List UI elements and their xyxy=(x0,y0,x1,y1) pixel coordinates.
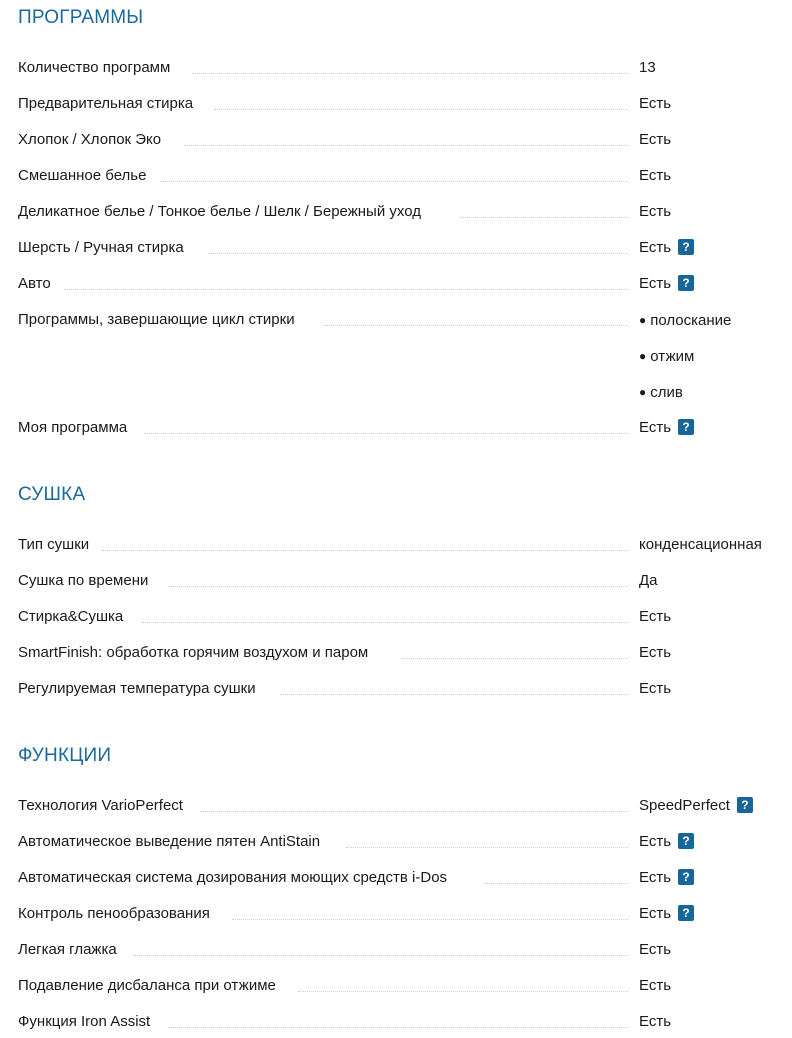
spec-row xyxy=(18,938,792,962)
spec-value: Есть xyxy=(639,644,672,661)
spec-label: Автоматическая система дозирования моющих средств i-Dos xyxy=(18,866,447,890)
dotted-leader xyxy=(208,253,628,254)
spec-label: Авто xyxy=(18,272,51,296)
spec-row xyxy=(18,866,792,890)
spec-value: Есть ? xyxy=(639,272,694,296)
spec-row xyxy=(18,569,792,593)
spec-label: Подавление дисбаланса при отжиме xyxy=(18,974,276,998)
spec-value: Есть xyxy=(639,608,672,625)
spec-value: Есть ? xyxy=(639,236,694,260)
spec-row xyxy=(18,308,792,332)
spec-row xyxy=(18,794,792,818)
spec-row xyxy=(18,677,792,701)
spec-label: Предварительная стирка xyxy=(18,92,193,116)
spec-label: SmartFinish: обработка горячим воздухом и паром xyxy=(18,641,368,665)
dotted-leader xyxy=(232,919,628,920)
dotted-leader xyxy=(298,991,628,992)
spec-value: Да xyxy=(639,572,658,589)
help-icon[interactable]: ? xyxy=(678,905,694,921)
spec-value: Есть ? xyxy=(639,902,694,926)
spec-value: Есть xyxy=(639,941,672,958)
spec-row xyxy=(18,641,792,665)
spec-label: Контроль пенообразования xyxy=(18,902,210,926)
spec-row xyxy=(18,974,792,998)
spec-label: Программы, завершающие цикл стирки xyxy=(18,308,295,332)
spec-label: Функция Iron Assist xyxy=(18,1010,150,1034)
dotted-leader xyxy=(484,883,628,884)
spec-row xyxy=(18,236,792,260)
spec-label: Количество программ xyxy=(18,56,170,80)
bullet-icon: ● xyxy=(639,313,647,327)
spec-value: Есть xyxy=(639,1013,672,1030)
spec-row xyxy=(18,128,792,152)
spec-label: Автоматическое выведение пятен AntiStain xyxy=(18,830,320,854)
spec-value: Есть ? xyxy=(639,416,694,440)
dotted-leader xyxy=(102,550,628,551)
bullet-icon: ● xyxy=(639,385,647,399)
spec-row xyxy=(18,164,792,188)
dotted-leader xyxy=(134,955,628,956)
spec-value: Есть xyxy=(639,680,672,697)
spec-row xyxy=(18,272,792,296)
dotted-leader xyxy=(460,217,628,218)
dotted-leader xyxy=(192,73,628,74)
spec-value: Есть xyxy=(639,203,672,220)
spec-list-item: ● полоскание xyxy=(639,312,732,329)
spec-row xyxy=(18,533,792,557)
spec-row-continuation xyxy=(18,380,792,404)
spec-value: Есть xyxy=(639,167,672,184)
dotted-leader xyxy=(214,109,628,110)
help-icon[interactable]: ? xyxy=(678,869,694,885)
spec-row xyxy=(18,56,792,80)
spec-row xyxy=(18,200,792,224)
dotted-leader xyxy=(64,289,628,290)
spec-label: Хлопок / Хлопок Эко xyxy=(18,128,161,152)
spec-value: Есть ? xyxy=(639,866,694,890)
spec-value: конденсационная xyxy=(639,536,762,553)
spec-label: Моя программа xyxy=(18,416,127,440)
help-icon[interactable]: ? xyxy=(678,419,694,435)
spec-row xyxy=(18,830,792,854)
spec-row-continuation xyxy=(18,344,792,368)
section-title-programs: ПРОГРАММЫ xyxy=(18,7,144,28)
spec-value: SpeedPerfect ? xyxy=(639,794,753,818)
spec-value: Есть xyxy=(639,131,672,148)
spec-label: Деликатное белье / Тонкое белье / Шелк / Бережный уход xyxy=(18,200,421,224)
spec-row xyxy=(18,902,792,926)
help-icon[interactable]: ? xyxy=(678,239,694,255)
dotted-leader xyxy=(168,586,628,587)
dotted-leader xyxy=(402,658,628,659)
dotted-leader xyxy=(324,325,628,326)
dotted-leader xyxy=(346,847,628,848)
spec-value: Есть ? xyxy=(639,830,694,854)
dotted-leader xyxy=(168,1027,628,1028)
spec-value: 13 xyxy=(639,59,656,76)
help-icon[interactable]: ? xyxy=(678,833,694,849)
spec-label: Сушка по времени xyxy=(18,569,148,593)
dotted-leader xyxy=(280,694,628,695)
spec-label: Регулируемая температура сушки xyxy=(18,677,256,701)
section-title-drying: СУШКА xyxy=(18,484,86,505)
spec-label: Легкая глажка xyxy=(18,938,117,962)
spec-row xyxy=(18,605,792,629)
help-icon[interactable]: ? xyxy=(737,797,753,813)
spec-value: Есть xyxy=(639,95,672,112)
spec-label: Тип сушки xyxy=(18,533,89,557)
spec-list-item: ● отжим xyxy=(639,348,695,365)
spec-row xyxy=(18,416,792,440)
spec-value: Есть xyxy=(639,977,672,994)
spec-row xyxy=(18,1010,792,1034)
dotted-leader xyxy=(200,811,628,812)
dotted-leader xyxy=(142,622,628,623)
dotted-leader xyxy=(144,433,628,434)
spec-label: Стирка&Сушка xyxy=(18,605,123,629)
help-icon[interactable]: ? xyxy=(678,275,694,291)
dotted-leader xyxy=(184,145,628,146)
spec-row xyxy=(18,92,792,116)
dotted-leader xyxy=(160,181,628,182)
spec-label: Технология VarioPerfect xyxy=(18,794,183,818)
spec-label: Смешанное белье xyxy=(18,164,146,188)
section-title-functions: ФУНКЦИИ xyxy=(18,745,112,766)
spec-list-item: ● слив xyxy=(639,384,683,401)
spec-label: Шерсть / Ручная стирка xyxy=(18,236,184,260)
bullet-icon: ● xyxy=(639,349,647,363)
